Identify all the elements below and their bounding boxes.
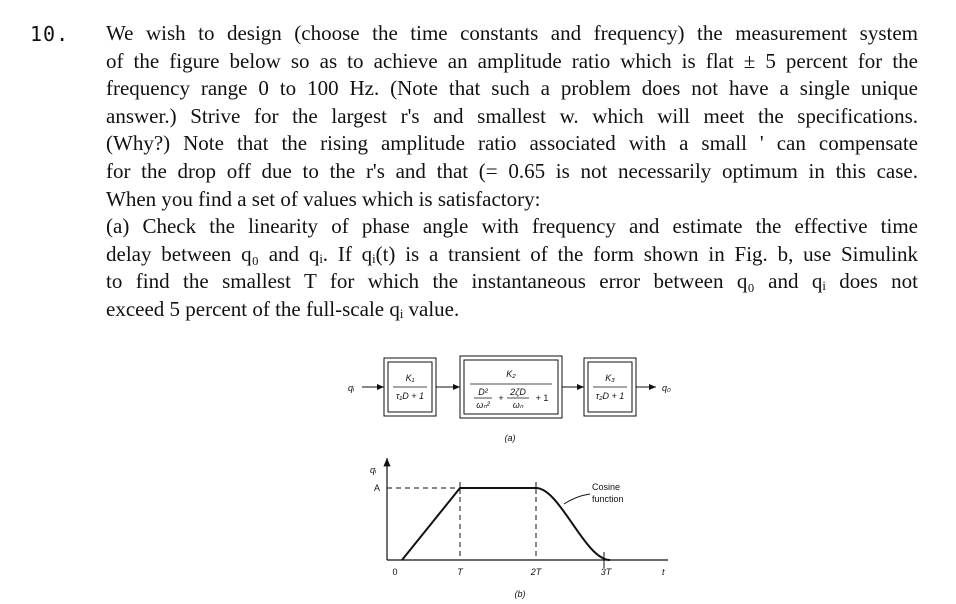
output-label: q₀ (662, 383, 671, 393)
annotation-line-2: function (592, 494, 624, 504)
block-2-term-1-den: ωₙ² (476, 400, 490, 410)
block-2-plus-one: + 1 (535, 393, 549, 403)
transient-plot (370, 458, 668, 599)
caption-b: (b) (514, 589, 526, 599)
block-2-term-1-num: D² (478, 387, 488, 397)
block-3-denominator: τ₂D + 1 (595, 391, 625, 401)
x-axis-label: t (662, 567, 665, 577)
block-1-denominator: τ₁D + 1 (396, 391, 424, 401)
question-line: for the drop off due to the r's and that (= 0.65 is not necessarily optimum in this case. (106, 158, 918, 183)
question-line: frequency range 0 to 100 Hz. (Note that such a problem does not have a single unique (106, 76, 918, 101)
y-axis-label: qᵢ (370, 465, 377, 475)
block-1-numerator: K₁ (405, 373, 415, 383)
annotation-line-1: Cosine (592, 482, 621, 492)
question-line: (Why?) Note that the rising amplitude ratio associated with a small ' can compensate (106, 131, 918, 156)
block-2-term-2-den: ωₙ (512, 400, 524, 410)
block-3-numerator: K₃ (605, 373, 615, 383)
tick-label-0: 0 (392, 567, 398, 577)
amplitude-label: A (374, 483, 381, 493)
question-line: answer.) Strive for the largest r's and smallest w. which will meet the specifications. (106, 103, 918, 128)
block-2-numerator: K₂ (506, 369, 516, 379)
question-line: of the figure below so as to achieve an amplitude ratio which is flat ± 5 percent for the (106, 48, 918, 73)
block-diagram (348, 356, 671, 443)
tick-label-3t: 3T (600, 567, 612, 577)
question-line: to find the smallest T for which the instantaneous error between q₀ and qᵢ does not (106, 269, 918, 294)
question-line: exceed 5 percent of the full-scale qᵢ value. (106, 296, 460, 321)
question-line: When you find a set of values which is satisfactory: (106, 186, 541, 211)
block-2-plus: + (498, 393, 504, 403)
input-label: qᵢ (348, 383, 355, 393)
tick-label-2t: 2T (530, 567, 542, 577)
tick-label-t: T (457, 567, 463, 577)
caption-a: (a) (504, 433, 516, 443)
question-line: (a) Check the linearity of phase angle with frequency and estimate the effective time (106, 214, 918, 239)
question-line: We wish to design (choose the time constants and frequency) the measurement system (106, 21, 918, 45)
question-line: delay between q₀ and qᵢ. If qᵢ(t) is a transient of the form shown in Fig. b, use Simulink (106, 241, 918, 266)
transient-waveform (402, 488, 610, 560)
annotation-leader (564, 494, 590, 504)
question-number: 10. (30, 22, 70, 46)
block-2-term-2-num: 2ζD (510, 387, 526, 397)
